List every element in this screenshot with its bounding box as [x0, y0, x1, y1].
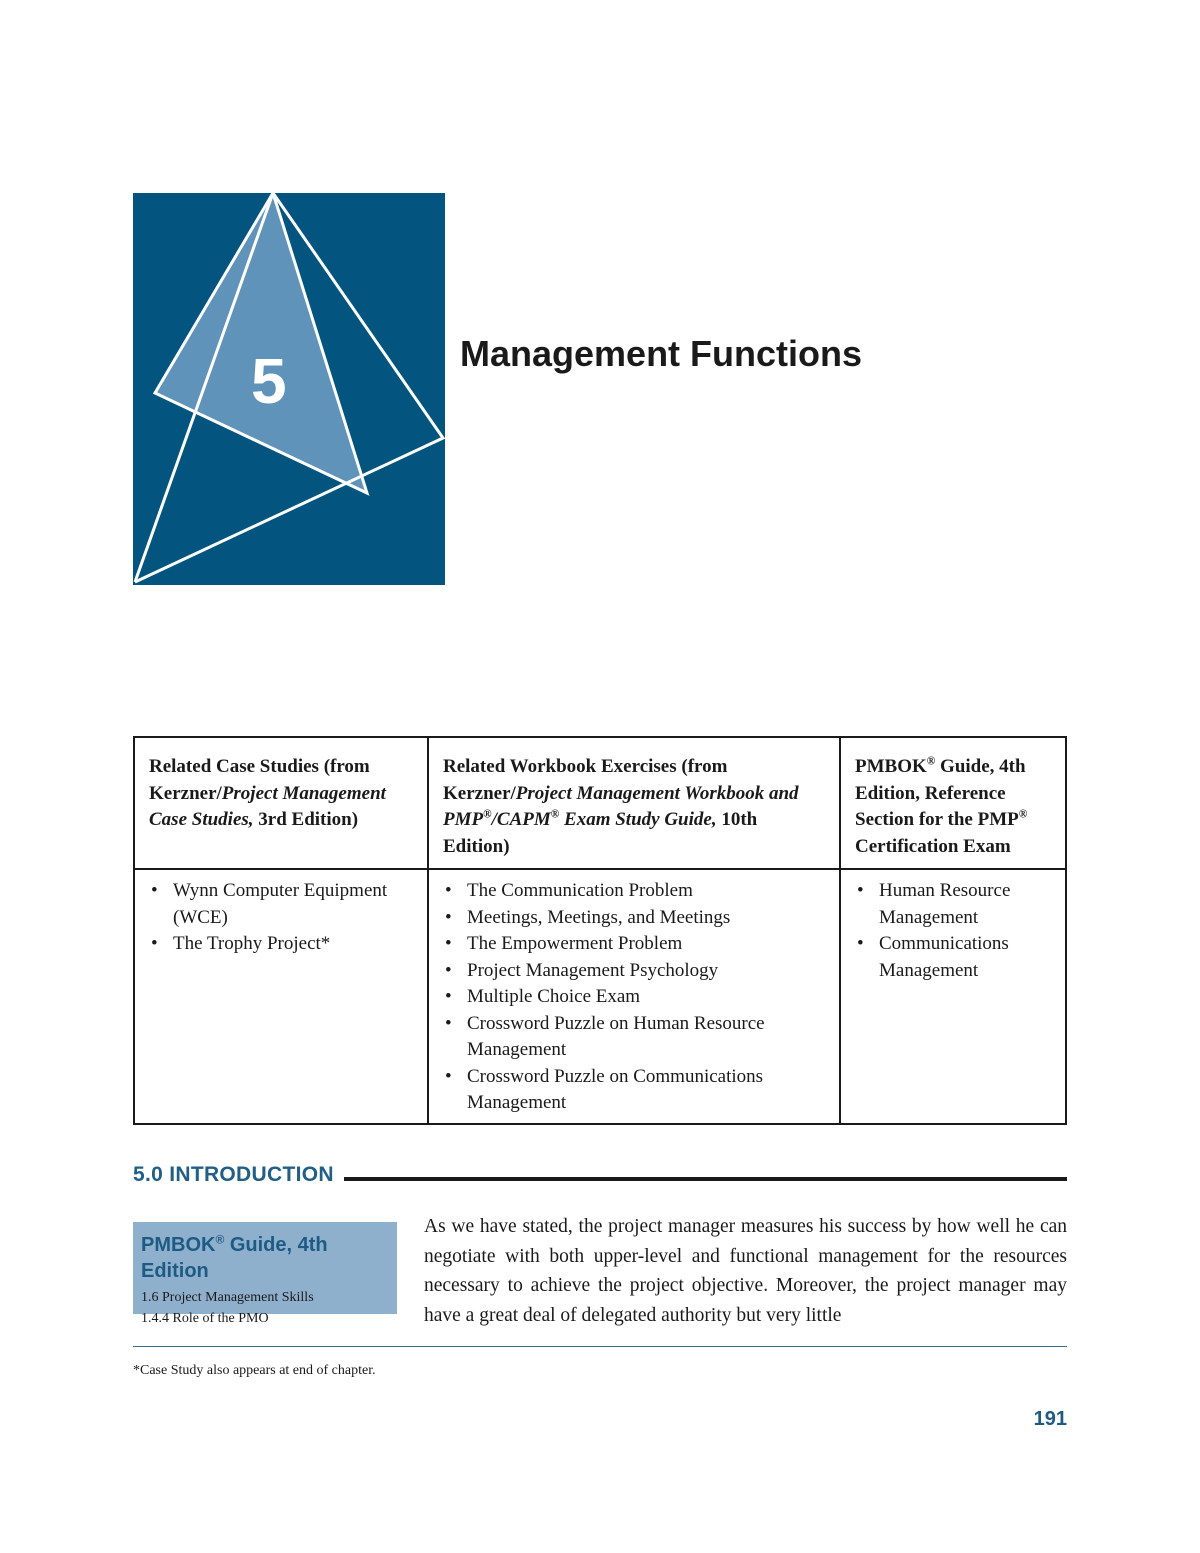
- list-item: • Crossword Puzzle on Human Resource Management: [443, 1011, 825, 1064]
- header-text-segment: Exam Study Guide,: [559, 809, 717, 830]
- section-heading-label: 5.0 INTRODUCTION: [133, 1163, 334, 1186]
- page-number: 191: [1033, 1408, 1067, 1430]
- header-text-segment: PMBOK: [855, 756, 927, 777]
- header-text-segment: Project Management Workbook and PMP: [443, 782, 799, 830]
- header-pmbok-reference: [840, 737, 1066, 869]
- pmbok-reference-list: [855, 878, 1051, 984]
- table-header-row: [134, 737, 1066, 869]
- pmbok-sidebar: [133, 1222, 397, 1326]
- registered-mark: ®: [483, 808, 492, 821]
- case-studies-list: [149, 878, 413, 958]
- related-materials-table: [133, 736, 1067, 1125]
- list-item: • Multiple Choice Exam: [443, 984, 825, 1011]
- sidebar-title-main: PMBOK: [141, 1234, 216, 1256]
- list-item: • The Empowerment Problem: [443, 931, 825, 958]
- list-item: • Crossword Puzzle on Communications Management: [443, 1064, 825, 1117]
- header-workbook-exercises: [428, 737, 840, 869]
- footnote: *Case Study also appears at end of chapter.: [133, 1363, 376, 1378]
- list-item: • Human Resource Management: [855, 878, 1051, 931]
- list-item: • Project Management Psychology: [443, 958, 825, 985]
- chapter-graphic: [133, 193, 445, 585]
- header-text-segment: Project Management Case Studies,: [149, 782, 386, 830]
- chapter-title: Management Functions: [460, 333, 863, 374]
- header-case-studies: [134, 737, 428, 869]
- workbook-exercises-list: [443, 878, 825, 1117]
- header-text-segment: Related Workbook Exercises (from Kerzner/: [443, 756, 728, 804]
- header-text-segment: Related Case Studies (from Kerzner/: [149, 756, 370, 804]
- header-text-segment: 3rd Edition): [253, 809, 359, 830]
- cell-case-studies: [134, 869, 428, 1124]
- registered-mark: ®: [926, 755, 936, 768]
- section-heading-rule: [344, 1177, 1067, 1181]
- sidebar-title: [141, 1232, 389, 1284]
- registered-mark: ®: [1018, 808, 1028, 821]
- header-text-segment: Certification Exam: [855, 835, 1011, 857]
- list-item: • The Trophy Project*: [149, 931, 413, 958]
- chapter-number: 5: [251, 345, 287, 417]
- list-item: • The Communication Problem: [443, 878, 825, 905]
- table-body-row: [134, 869, 1066, 1124]
- footnote-divider: [133, 1346, 1067, 1347]
- sidebar-title-rest: Guide, 4th Edition: [141, 1234, 328, 1282]
- intro-paragraph: As we have stated, the project manager measures his success by how well he can negotiate with both upper-level and functional management for the resources necessary to achieve the project objective. Moreover, the project manager may have a great deal of delegated authority but very little: [424, 1216, 1067, 1326]
- sidebar-title-registered-mark: ®: [215, 1232, 225, 1247]
- list-item: • Meetings, Meetings, and Meetings: [443, 905, 825, 932]
- sidebar-item: 1.6 Project Management Skills: [141, 1290, 314, 1305]
- header-text-segment: 10th Edition): [443, 809, 758, 857]
- list-item: • Communications Management: [855, 931, 1051, 984]
- registered-mark: ®: [550, 808, 560, 821]
- header-text-segment: /CAPM: [491, 809, 551, 830]
- cell-workbook-exercises: [428, 869, 840, 1124]
- list-item: • Wynn Computer Equipment (WCE): [149, 878, 413, 931]
- sidebar-item: 1.4.4 Role of the PMO: [141, 1311, 269, 1326]
- header-text-segment: Guide, 4th Edition, Reference Section for the PMP: [855, 756, 1026, 830]
- section-heading: [133, 1160, 1067, 1190]
- cell-pmbok-reference: [840, 869, 1066, 1124]
- chapter-emblem: [133, 193, 445, 585]
